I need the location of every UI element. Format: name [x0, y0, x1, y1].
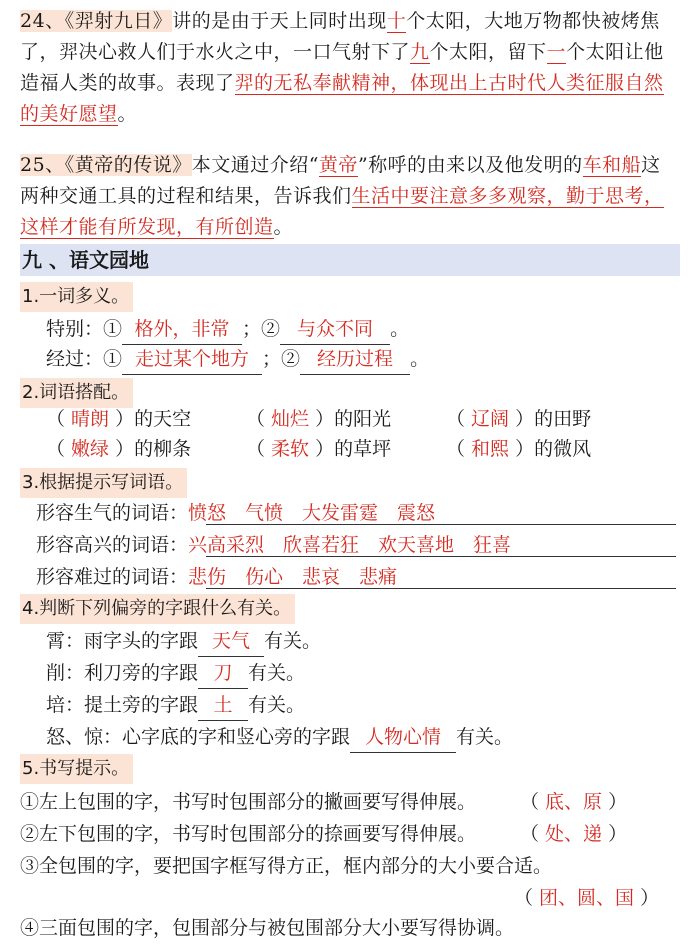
- label: 形容高兴的词语：: [36, 534, 189, 556]
- noun: 的柳条: [134, 438, 192, 460]
- text: ②左下包围的字，书写时包围部分的捺画要写得伸展。: [20, 823, 477, 845]
- q3-title: 3.根据提示写词语。: [20, 468, 187, 498]
- text: 有关。: [456, 726, 514, 748]
- q5-tip-1: [20, 786, 476, 818]
- text: 有关。: [248, 694, 306, 716]
- pair: （ 晴朗 ）的天空: [46, 408, 192, 430]
- answer-3: 一: [546, 41, 567, 63]
- answer: 人物心情: [350, 722, 456, 753]
- text: 这两种交通工具的过程和结果，告诉我们: [20, 154, 661, 207]
- answer-line: [206, 556, 676, 557]
- pair: （ 柔软 ）的草坪: [246, 438, 392, 460]
- q2-title: 2.词语搭配。: [20, 378, 133, 408]
- q5-tip-2-answer: （ 处、递 ）: [520, 823, 628, 845]
- text: 有关。: [248, 662, 306, 684]
- answer: 悲伤 伤心 悲哀 悲痛: [188, 566, 398, 588]
- answer: 与众不同: [280, 314, 390, 345]
- item-number: 24、: [20, 10, 65, 32]
- answer: 土: [198, 690, 248, 721]
- answer: 处、递: [545, 823, 603, 845]
- label: 形容生气的词语：: [36, 502, 189, 524]
- text: 个太阳让他造福人类的故事。表现了: [20, 41, 664, 94]
- answer: 经历过程: [300, 344, 410, 375]
- answer: 刀: [198, 658, 248, 689]
- text: 。: [273, 216, 294, 238]
- q4-row-4: [46, 722, 513, 752]
- answer: 底、原: [545, 791, 603, 813]
- text: 。: [117, 103, 138, 125]
- marker: ①: [103, 318, 123, 340]
- pair: （ 嫩绿 ）的柳条: [46, 438, 192, 460]
- answer: 和熙: [471, 438, 510, 460]
- answer: 柔软: [271, 438, 310, 460]
- text: 个太阳，大地万物都快被烤焦了，羿决心救人们于水火之中，一口气射下了: [20, 10, 660, 63]
- paragraph-25: [20, 150, 680, 243]
- q4-row-2: [46, 658, 305, 688]
- q4-row-3: [46, 690, 305, 720]
- text: 霄：雨字头的字跟: [46, 630, 199, 652]
- noun: 的微风: [534, 438, 592, 460]
- answer: 嫩绿: [71, 438, 110, 460]
- marker: ①: [103, 348, 123, 370]
- sep: ；: [262, 348, 282, 370]
- noun: 的阳光: [334, 408, 392, 430]
- answer: 灿烂: [271, 408, 310, 430]
- text: 有关。: [264, 630, 322, 652]
- noun: 的天空: [134, 408, 192, 430]
- text: ”称呼的由来以及他发明的: [357, 154, 583, 176]
- text: 培：提土旁的字跟: [46, 694, 199, 716]
- q5-tip-2: [20, 818, 476, 850]
- text: 个太阳，留下: [429, 41, 547, 63]
- text: 讲的是由于天上同时出现: [172, 10, 387, 32]
- q1-title: 1.一词多义。: [20, 282, 133, 312]
- q1-row-2: [46, 344, 429, 374]
- answer: 愤怒 气愤 大发雷霆 震怒: [188, 502, 436, 524]
- q5-tip-1-answer: （ 底、原 ）: [520, 791, 628, 813]
- q1-row-1: [46, 314, 409, 344]
- label: 形容难过的词语：: [36, 566, 189, 588]
- text: ③全包围的字，要把国字框写得方正，框内部分的大小要合适。: [20, 855, 553, 877]
- answer-2: 九: [410, 41, 430, 63]
- pair: （ 和熙 ）的微风: [446, 438, 592, 460]
- answer: 团、圆、国: [539, 887, 635, 909]
- section-header: 九 、语文园地: [20, 244, 680, 276]
- story-title: 《黄帝的传说》: [64, 154, 192, 176]
- item-number: 25、: [20, 154, 65, 176]
- text: 削：利刀旁的字跟: [46, 662, 199, 684]
- pair: （ 辽阔 ）的田野: [446, 408, 592, 430]
- pair: （ 灿烂 ）的阳光: [246, 408, 392, 430]
- answer: 格外，非常: [122, 314, 242, 345]
- q4-row-1: [46, 626, 321, 656]
- word: 特别：: [46, 318, 104, 340]
- answer-line: [206, 524, 676, 525]
- answer: 走过某个地方: [122, 344, 262, 375]
- noun: 的草坪: [334, 438, 392, 460]
- text: ④三面包围的字，包围部分与被包围部分大小要写得协调。: [20, 917, 515, 939]
- answer-line: [206, 588, 676, 589]
- word: 经过：: [46, 348, 104, 370]
- answer-4: 羿的无私奉献精神，体现出上古时代人类征服自然的美好愿望: [20, 72, 664, 125]
- marker: ②: [281, 348, 301, 370]
- end: 。: [410, 348, 430, 370]
- answer-2: 车和船: [582, 154, 642, 176]
- answer: 晴朗: [71, 408, 110, 430]
- noun: 的田野: [534, 408, 592, 430]
- q5-tip-3: [20, 850, 552, 882]
- end: 。: [390, 318, 410, 340]
- answer-3: 生活中要注意多多观察，勤于思考，这样才能有所发现，有所创造: [20, 185, 664, 238]
- text: 怒、惊：心字底的字和竖心旁的字跟: [46, 726, 351, 748]
- sep: ；: [242, 318, 262, 340]
- story-title: 《羿射九日》: [64, 10, 173, 32]
- paragraph-24: [20, 6, 680, 130]
- answer: 天气: [198, 626, 264, 657]
- q4-title: 4.判断下列偏旁的字跟什么有关。: [20, 594, 295, 624]
- q5-title: 5.书写提示。: [20, 754, 133, 784]
- answer-1: 黄帝: [318, 154, 358, 176]
- marker: ②: [261, 318, 281, 340]
- answer-1: 十: [386, 10, 407, 32]
- text: 本文通过介绍“: [191, 154, 319, 176]
- text: ①左上包围的字，书写时包围部分的撇画要写得伸展。: [20, 791, 477, 813]
- q5-tip-4: [20, 912, 514, 944]
- answer: 兴高采烈 欣喜若狂 欢天喜地 狂喜: [188, 534, 512, 556]
- answer: 辽阔: [471, 408, 510, 430]
- q5-tip-3-answer: （ 团、圆、国 ）: [514, 887, 660, 909]
